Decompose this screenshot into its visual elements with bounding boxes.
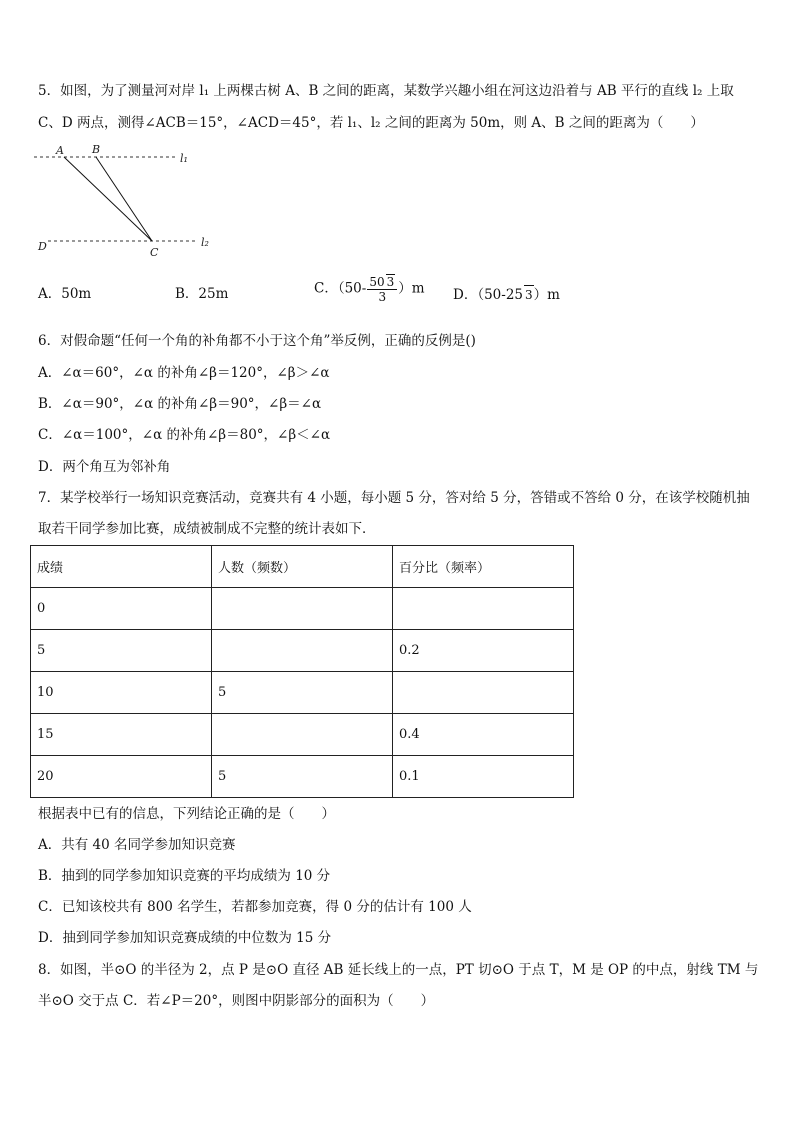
table-cell	[393, 672, 574, 714]
q6-option-b: B．∠α＝90°，∠α 的补角∠β＝90°，∠β＝∠α	[38, 396, 322, 412]
q6-option-a: A．∠α＝60°，∠α 的补角∠β＝120°，∠β＞∠α	[38, 365, 330, 381]
label-d: D	[38, 240, 47, 253]
table-cell	[212, 714, 393, 756]
q7-ask: 根据表中已有的信息，下列结论正确的是（ ）	[38, 806, 335, 822]
q7-option-b: B．抽到的同学参加知识竞赛的平均成绩为 10 分	[38, 868, 331, 884]
label-b: B	[92, 143, 101, 156]
q5-option-c-fraction	[367, 274, 397, 304]
q8-stem-line1: 8．如图，半⊙O 的半径为 2，点 P 是⊙O 直径 AB 延长线上的一点，PT 切⊙O 于点 T，M 是 OP 的中点，射线 TM 与	[38, 962, 759, 978]
q6-stem: 6．对假命题“任何一个角的补角都不小于这个角”举反例，正确的反例是()	[38, 333, 476, 349]
q5-option-c-prefix: C．（50-	[314, 280, 367, 297]
table-cell: 20	[31, 756, 212, 798]
table-cell: 5	[31, 630, 212, 672]
q6-option-d: D．两个角互为邻补角	[38, 459, 171, 475]
label-a: A	[56, 144, 64, 157]
table-cell	[212, 588, 393, 630]
q5-option-c-den: 3	[378, 290, 387, 304]
q5-option-d-suffix: ）m	[533, 287, 560, 303]
q5-option-d-prefix: D．（50-25	[453, 287, 523, 303]
q6-option-c: C．∠α＝100°，∠α 的补角∠β＝80°，∠β＜∠α	[38, 427, 331, 443]
table-cell: 5	[212, 756, 393, 798]
q5-option-c-suffix: ）m	[398, 280, 425, 297]
q7-stem-line1: 7．某学校举行一场知识竞赛活动，竞赛共有 4 小题，每小题 5 分，答对给 5 分，答错或不答给 0 分，在该学校随机抽	[38, 490, 750, 506]
q5-stem-line2: C、D 两点，测得∠ACB＝15°，∠ACD＝45°，若 l₁、l₂ 之间的距离为 50m，则 A、B 之间的距离为（ ）	[38, 115, 704, 131]
table-cell: 5	[212, 672, 393, 714]
q5-option-d	[453, 285, 560, 304]
q5-option-d-rad: 3	[525, 288, 533, 302]
label-c: C	[150, 246, 159, 259]
table-cell: 0.4	[393, 714, 574, 756]
q7-stats-table	[30, 545, 574, 798]
q5-figure	[30, 138, 230, 263]
label-l1: l₁	[180, 152, 188, 165]
table-header-cell: 成绩	[31, 546, 212, 588]
table-cell: 0.2	[393, 630, 574, 672]
table-row	[31, 714, 574, 756]
q7-option-a: A．共有 40 名同学参加知识竞赛	[38, 837, 236, 853]
table-header-cell: 百分比（频率）	[393, 546, 574, 588]
table-header-row	[31, 546, 574, 588]
table-row	[31, 588, 574, 630]
q5-option-b: B．25m	[175, 286, 229, 302]
q5-option-a: A．50m	[38, 286, 92, 302]
q7-option-d: D．抽到同学参加知识竞赛成绩的中位数为 15 分	[38, 930, 332, 946]
table-cell	[212, 630, 393, 672]
label-l2: l₂	[201, 236, 209, 249]
table-row	[31, 630, 574, 672]
q7-option-c: C．已知该校共有 800 名学生，若都参加竞赛，得 0 分的估计有 100 人	[38, 899, 472, 915]
table-cell: 0	[31, 588, 212, 630]
table-header-cell: 人数（频数）	[212, 546, 393, 588]
q5-stem-line1: 5．如图，为了测量河对岸 l₁ 上两棵古树 A、B 之间的距离，某数学兴趣小组在河这边沿着与 AB 平行的直线 l₂ 上取	[38, 83, 734, 99]
q8-stem-line2: 半⊙O 交于点 C．若∠P＝20°，则图中阴影部分的面积为（ ）	[38, 993, 435, 1009]
table-row	[31, 672, 574, 714]
q5-option-c-num-coef: 50	[369, 275, 385, 289]
segment-bc	[96, 157, 152, 241]
q5-option-c-num-rad: 3	[386, 275, 395, 289]
segment-ac	[64, 157, 152, 241]
table-cell: 10	[31, 672, 212, 714]
q5-option-c	[314, 274, 425, 304]
table-row	[31, 756, 574, 798]
table-cell	[393, 588, 574, 630]
q7-stem-line2: 取若干同学参加比赛，成绩被制成不完整的统计表如下．	[38, 521, 376, 537]
table-cell: 0.1	[393, 756, 574, 798]
table-cell: 15	[31, 714, 212, 756]
